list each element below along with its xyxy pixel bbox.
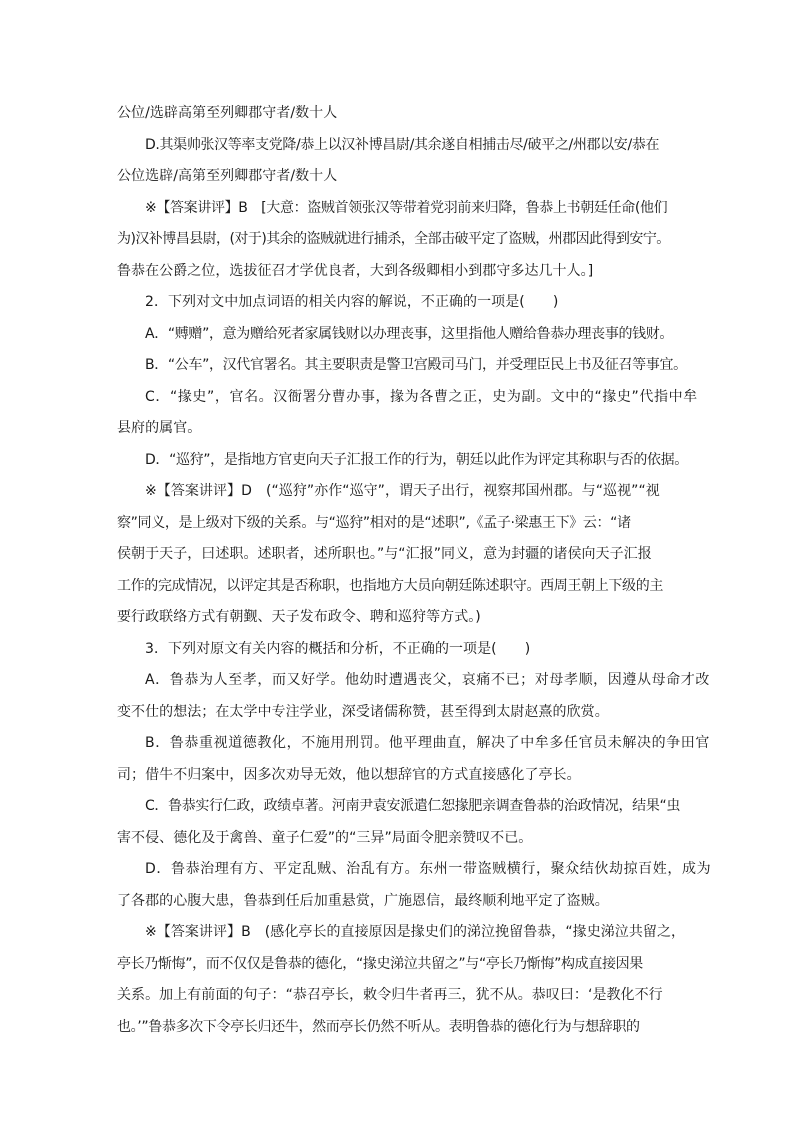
text-line: 害不侵、德化及于禽兽、童子仁爱”的“三异”局面令肥亲赞叹不已。 (117, 829, 533, 846)
text-line: 关系。加上有前面的句子：“恭召亭长，敕令归牛者再三，犹不从。恭叹曰：‘是教化不行 (117, 987, 663, 1003)
text-line: 鲁恭在公爵之位，选拔征召才学优良者，大到各级卿相小到郡守多达几十人。] (117, 262, 594, 279)
answer-explanation-line: ※【答案讲评】B (感化亭长的直接原因是掾史们的涕泣挽留鲁恭，“掾史涕泣共留之， (145, 924, 686, 940)
text-line: 公位选辟/高第至列卿郡守者/数十人 (117, 168, 338, 184)
text-line: 了各郡的心腹大患，鲁恭到任后加重悬赏，广施恩信，最终顺利地平定了盗贼。 (117, 892, 609, 909)
question-2-stem: 2．下列对文中加点词语的相关内容的解说，不正确的一项是( ) (145, 294, 559, 310)
answer-explanation-line: ※【答案讲评】D (“巡狩”亦作“巡守”，谓天子出行，视察邦国州郡。与“巡视”“视 (145, 483, 660, 499)
document-page (117, 98, 712, 1043)
question-3-option-c: C．鲁恭实行仁政，政绩卓著。河南尹袁安派遣仁恕掾肥亲调查鲁恭的治政情况，结果“虫 (145, 798, 681, 814)
question-2-option-a: A．“赙赠”，意为赠给死者家属钱财以办理丧事，这里指他人赠给鲁恭办理丧事的钱财。 (145, 325, 674, 342)
question-3-option-a: A．鲁恭为人至孝，而又好学。他幼时遭遇丧父，哀痛不已；对母孝顺，因遵从母命才改 (145, 672, 710, 688)
text-line: 变不仕的想法；在太学中专注学业，深受诸儒称赞，甚至得到太尉赵熹的欣赏。 (117, 703, 609, 720)
question-3-option-d: D．鲁恭治理有方、平定乱贼、治乱有方。东州一带盗贼横行，聚众结伙劫掠百姓，成为 (145, 861, 712, 877)
question-3-stem: 3．下列对原文有关内容的概括和分析，不正确的一项是( ) (145, 640, 531, 657)
question-2-option-d: D．“巡狩”，是指地方官吏向天子汇报工作的行为，朝廷以此作为评定其称职与否的依据。 (145, 451, 688, 468)
text-line: 侯朝于天子，曰述职。述职者，述所职也。”与“汇报”同义，意为封疆的诸侯向天子汇报 (117, 546, 652, 562)
text-line: 工作的完成情况，以评定其是否称职，也指地方大员向朝廷陈述职守。西周王朝上下级的主 (117, 577, 663, 594)
text-line: 也。’”鲁恭多次下令亭长归还牛，然而亭长仍然不听从。表明鲁恭的德化行为与想辞职的 (117, 1018, 640, 1035)
text-line: 司；借牛不归案中，因多次劝导无效，他以想辞官的方式直接感化了亭长。 (117, 766, 581, 783)
text-line: 察”同义，是上级对下级的关系。与“巡狩”相对的是“述职”,《孟子·梁惠王下》云：“诸 (117, 514, 631, 531)
answer-explanation-line: ※【答案讲评】B [大意：盗贼首领张汉等带着党羽前来归降，鲁恭上书朝廷任命(他们 (145, 199, 668, 216)
question-2-option-b: B．“公车”，汉代官署名。其主要职责是警卫宫殿司马门，并受理臣民上书及征召等事宜。 (145, 357, 687, 373)
text-line: 为)汉补博昌县尉，(对于)其余的盗贼就进行捕杀，全部击破平定了盗贼，州郡因此得到安宁。 (117, 231, 670, 247)
option-d-line: D.其渠帅张汉等率支党降/恭上以汉补博昌尉/其余遂自相捕击尽/破平之/州郡以安/恭在 (145, 136, 660, 153)
text-line: 要行政联络方式有朝觐、天子发布政令、聘和巡狩等方式。) (117, 609, 481, 625)
text-line: 亭长乃惭悔”，而不仅仅是鲁恭的德化，“掾史涕泣共留之”与“亭长乃惭悔”构成直接因果 (117, 955, 643, 972)
question-2-option-c: C．“掾史”，官名。汉衙署分曹办事，掾为各曹之正，史为副。文中的“掾史”代指中牟 (145, 388, 698, 405)
question-3-option-b: B．鲁恭重视道德教化，不施用刑罚。他平理曲直，解决了中牟多任官员未解决的争田官 (145, 735, 711, 751)
text-line: 公位/选辟高第至列卿郡守者/数十人 (117, 105, 338, 121)
text-line: 县府的属官。 (117, 420, 202, 436)
